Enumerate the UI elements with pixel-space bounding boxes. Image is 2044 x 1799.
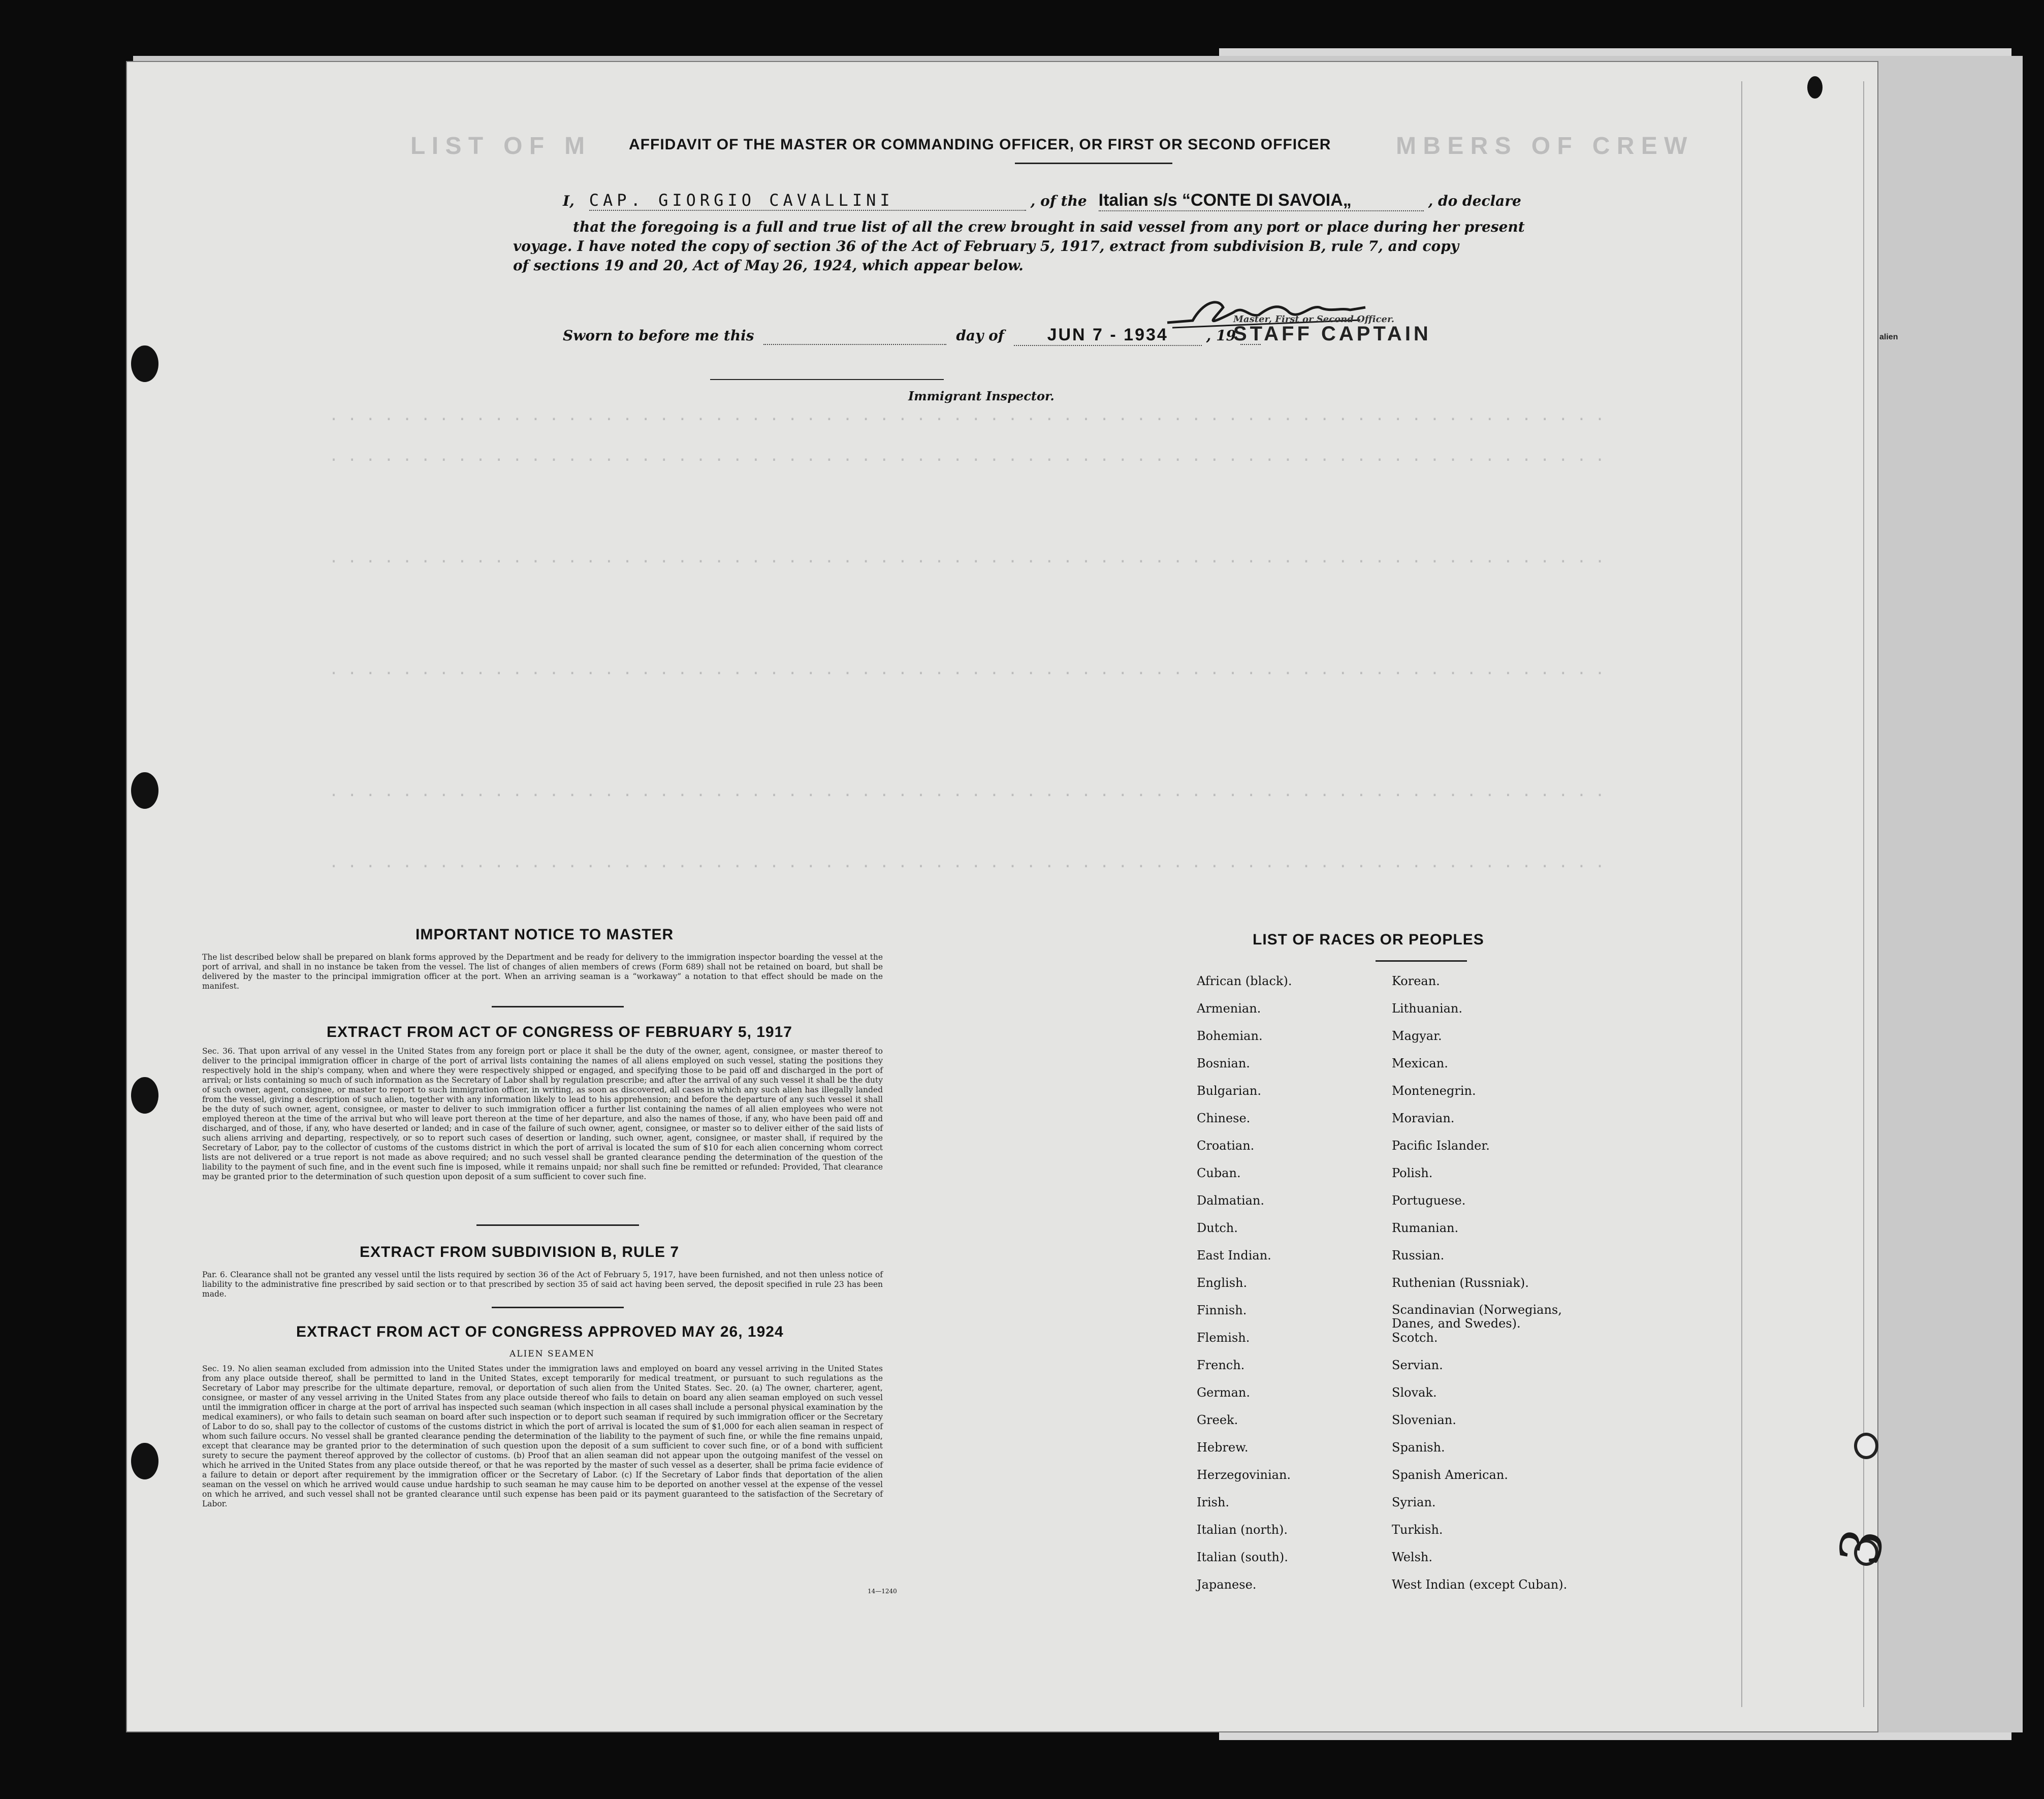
race-item: East Indian.: [1197, 1248, 1271, 1263]
extract-1917-body: Sec. 36. That upon arrival of any vessel in the United States from any foreign port or place it shall be the duty of the owner, agent, consignee, or master thereof to deliver to the principal immigration officer in charge of the port of arrival lists containing the names of all aliens employed on such vessel, stating the positions they respectively hold in the ship's company, when and where they were respectively shipped or engaged, and specifying those to be paid off and discharged in the port of arrival; or lists containing so much of such information as the Secretary of Labor shall by regulation prescribe; and after the arrival of any such vessel it shall be the duty of such owner, agent, consignee, or master to report to such immigration officer, in writing, as soon as discovered, all cases in which any such alien has illegally landed from the vessel, giving a description of such alien, together with any information likely to lead to his apprehension; and before the departure of any such vessel it shall be the duty of such owner, agent, consignee, or master to deliver to such immigration officer a further list containing the names of all alien employees who were not employed thereon at the time of the arrival but who will leave port thereon at the time of her departure, and also the names of those, if any, who have been paid off and discharged, and of those, if any, who have deserted or landed; and in case of the failure of such owner, agent, consignee, or master so to deliver either of the said lists of such aliens arriving and departing, respectively, or so to report such cases of desertion or landing, such owner, agent, consignee, or master shall, if required by the Secretary of Labor, pay to the collector of customs of the customs district in which the port of arrival is located the sum of $10 for each alien concerning whom correct lists are not delivered or a true report is not made as above required; and no such vessel shall be granted clearance pending the determination of the question of the liability to the payment of such fine, and in the event such fine is imposed, while it remains unpaid; nor shall such fine be remitted or refunded: Provided, That clearance may be granted prior to the determination of such question upon deposit of a sum sufficient to cover such fine.: [202, 1047, 883, 1181]
officer-name-field: [589, 191, 1026, 211]
race-item: Irish.: [1197, 1495, 1230, 1509]
race-item: Italian (south).: [1197, 1550, 1288, 1564]
sworn-day-field: [763, 327, 946, 345]
inspector-label: Immigrant Inspector.: [908, 389, 1055, 403]
day-of-label: day of: [956, 327, 1004, 344]
race-item: Syrian.: [1392, 1495, 1436, 1509]
race-item: Bulgarian.: [1197, 1084, 1261, 1098]
race-item: Flemish.: [1197, 1331, 1250, 1345]
race-item: English.: [1197, 1276, 1248, 1290]
affidavit-line-2: that the foregoing is a full and true list of all the crew brought in said vessel from any port or place during her present: [573, 218, 1525, 235]
sworn-label: Sworn to before me this: [563, 327, 754, 344]
vessel-name: Italian s/s “CONTE DI SAVOIA„: [1098, 191, 1352, 210]
alien-seamen-subtitle: ALIEN SEAMEN: [509, 1349, 595, 1359]
binder-ring: [1854, 1433, 1878, 1459]
divider: [492, 1307, 624, 1308]
form-number: 14—1240: [868, 1588, 897, 1595]
year-label: , 19: [1206, 327, 1236, 344]
sworn-line: [563, 325, 1261, 346]
race-item: Portuguese.: [1392, 1193, 1466, 1208]
race-item: Slovenian.: [1392, 1413, 1456, 1427]
race-item: Japanese.: [1197, 1577, 1257, 1592]
extract-1924-title: EXTRACT FROM ACT OF CONGRESS APPROVED MAY 26, 1924: [296, 1323, 784, 1340]
race-item: Finnish.: [1197, 1303, 1247, 1317]
document-page: L I S T O F M M B E R S O F C R E W . . . . . . . . . . . . . . . . . . . . . . . . . . . . . . . . . . . . . . . . . . . . . . . . . . . . . . . . . . . . . . . . . . . . . . . . . . . . . . . . . . . . . . . . . . . . . . . . . . . . . . . . . . . . . . . . . . . . . . . . . . . . . . . . . . . . . . . . . . . . . . . . . . . . . . . . . . . . . . . . . . . . . . . . . . . . . . . . . . . . . . . . . . . . . . . . . . . . . . . . . . . . . . . . . . . . . . . . . . . . . . . . . . . . . . . . . . . . . . . . . . . . . . . . . . . . . . . . . . . . . . . . . . . . . . . . . . . . . . . . . . . . . . . . . . . . . . . . . . . . . . . . . . . . . . . . . . . . . . . . . . . . . . . . . . . . . . . . . . . . . . . . . . . . . . . . . . . . . . . . . . . . . . . . . . . . . . . . . . . . . . . . . . . . . . . . . . . . . . . . . . . . . . . . . . . . . . . . . . . . AFFIDAVIT OF THE MASTER OR COMMANDING OFFICER, OR FIRST OR SECOND OFFICER I, CAP. GIORGIO CAVALLINI , of the Italian s/s “CONTE DI SAVOIA„ , do declare that the foregoing is a full and true list of all the crew brought in said vessel from any port or place during her present voyage. I have noted the copy of section 36 of the Act of February 5, 1917, extract from subdivision B, rule 7, and copy of sections 19 and 20, Act of May 26, 1924, which appear below. Sworn to before me this day of JUN 7 - 1934 , 19 Master, First or Second Officer. STAFF CAPTAIN Immigrant Inspector. IMPORTANT NOTICE TO MASTER The list described below shall be prepared on blank forms approved by the Department and be ready for delivery to the immigration inspector boarding the vessel at the port of arrival, and shall in no instance be taken from the vessel. The list of changes of alien members of crews (Form 689) shall not be retained on board, but shall be delivered by the master to the principal immigration officer at the port. When an arriving seaman is a “workaway” a notation to that effect should be made on the manifest. EXTRACT FROM ACT OF CONGRESS OF FEBRUARY 5, 1917 Sec. 36. That upon arrival of any vessel in the United States from any foreign port or place it shall be the duty of the owner, agent, consignee, or master thereof to deliver to the principal immigration officer in charge of the port of arrival lists containing the names of all aliens employed on such vessel, stating the positions they respectively hold in the ship's company, when and where they were respectively shipped or engaged, and specifying those to be paid off and discharged in the port of arrival; or lists containing so much of such information as the Secretary of Labor shall by regulation prescribe; and after the arrival of any such vessel it shall be the duty of such owner, agent, consignee, or master to report to such immigration officer, in writing, as soon as discovered, all cases in which any such alien has illegally landed from the vessel, giving a description of such alien, together with any information likely to lead to his apprehension; and before the departure of any such vessel it shall be the duty of such owner, agent, consignee, or master to deliver to such immigration officer a further list containing the names of all alien employees who were not employed thereon at the time of the arrival but who will leave port thereon at the time of her departure, and also the names of those, if any, who have been paid off and discharged, and of those, if any, who have deserted or landed; and in case of the failure of such owner, agent, consignee, or master so to deliver either of the said lists of such aliens arriving and departing, respectively, or so to report such cases of desertion or landing, such owner, agent, consignee, or master shall, if required by the Secretary of Labor, pay to the collector of customs of the customs district in which the port of arrival is located the sum of $10 for each alien concerning whom correct lists are not delivered or a true report is not made as above required; and no such vessel shall be granted clearance pending the determination of the question of the liability to the payment of such fine, and in the event such fine is imposed, while it remains unpaid; nor shall such fine be remitted or refunded: Provided, That clearance may be granted prior to the determination of such question upon deposit of a sum sufficient to cover such fine. EXTRACT FROM SUBDIVISION B, RULE 7 Par. 6. Clearance shall not be granted any vessel until the lists required by section 36 of the Act of February 5, 1917, have been furnished, and not then unless notice of liability to the administrative fine prescribed by said section or to that prescribed by section 35 of said act having been served, the deposit specified in rule 23 has been made. EXTRACT FROM ACT OF CONGRESS APPROVED MAY 26, 1924 ALIEN SEAMEN Sec. 19. No alien seaman excluded from admission into the United States under the immigration laws and employed on board any vessel arriving in the United States from any place outside thereof, shall be permitted to land in the United States, except temporarily for medical treatment, or pursuant to such regulations as the Secretary of Labor may prescribe for the ultimate departure, removal, or deportation of such alien from the United States. Sec. 20. (a) The owner, charterer, agent, consignee, or master of any vessel arriving in the United States from any place outside thereof who fails to detain on board any alien seaman employed on such vessel until the immigration officer in charge at the port of arrival has inspected such seaman (which inspection in all cases shall include a personal physical examination by the medical examiners), or who fails to detain such seaman on board after such inspection or to deport such seaman if required by such immigration officer or the Secretary of Labor to do so, shall pay to the collector of customs of the customs district in which the port of arrival is located the sum of $1,000 for each alien seaman in respect of whom such failure occurs. No vessel shall be granted clearance pending the determination of the liability to the payment of such fine, or while the fine remains unpaid, except that clearance may be granted prior to the determination of such question upon the deposit of a sum sufficient to cover such fine, or of a bond with sufficient surety to secure the payment thereof approved by the collector of customs. (b) Proof that an alien seaman did not appear upon the outgoing manifest of the vessel on which he arrived in the United States from any place outside thereof, or that he was reported by the master of such vessel as a deserter, shall be prima facie evidence of a failure to detain or deport after requirement by the immigration officer or the Secretary of Labor. (c) If the Secretary of Labor finds that deportation of the alien seaman on the vessel on which he arrived would cause undue hardship to such seaman he may cause him to be deported on another vessel at the expense of the vessel on which he arrived, and such vessel shall not be granted clearance until such expense has been paid or its payment guaranteed to the satisfaction of the Secretary of Labor. 14—1240 LIST OF RACES OR PEOPLES African (black). Armenian. Bohemian. Bosnian. Bulgarian. Chinese. Croatian. Cuban. Dalmatian. Dutch. East Indian. English. Finnish. Flemish. French. German. Greek. Hebrew. Herzegovinian. Irish. Italian (north). Italian (south). Japanese. Korean. Lithuanian. Magyar. Mexican. Montenegrin. Moravian. Pacific Islander. Polish. Portuguese. Rumanian. Russian. Ruthenian (Russniak). Scandinavian (Norwegians, Danes, and Swedes). Scotch. Servian. Slovak. Slovenian. Spanish. Spanish American. Syrian. Turkish. Welsh. West Indian (except Cuban).: [126, 61, 1878, 1732]
race-item: Dalmatian.: [1197, 1193, 1265, 1208]
race-item: Welsh.: [1392, 1550, 1432, 1564]
divider: [1376, 960, 1467, 962]
officer-name: CAP. GIORGIO CAVALLINI: [589, 191, 894, 210]
punch-hole: [131, 772, 158, 809]
form-grid-line: [1863, 81, 1864, 1707]
extract-rule7-body: Par. 6. Clearance shall not be granted any vessel until the lists required by section 36 of the Act of February 5, 1917, have been furnished, and not then unless notice of liability to the administrative fine prescribed by said section or to that prescribed by section 35 of said act having been served, the deposit specified in rule 23 has been made.: [202, 1270, 883, 1299]
declare-label: , do declare: [1428, 193, 1521, 209]
race-item: Scotch.: [1392, 1331, 1438, 1345]
race-item: Dutch.: [1197, 1221, 1238, 1235]
race-item: Chinese.: [1197, 1111, 1251, 1125]
race-item: Italian (north).: [1197, 1523, 1288, 1537]
i-label: I,: [563, 193, 574, 209]
race-item: Armenian.: [1197, 1001, 1261, 1016]
punch-hole: [131, 345, 158, 382]
race-item: Rumanian.: [1392, 1221, 1459, 1235]
race-item: Croatian.: [1197, 1139, 1255, 1153]
punch-hole: [131, 1443, 158, 1479]
race-item: Greek.: [1197, 1413, 1238, 1427]
race-item: Hebrew.: [1197, 1440, 1249, 1455]
race-item: Turkish.: [1392, 1523, 1443, 1537]
race-item: Cuban.: [1197, 1166, 1241, 1180]
race-item: Scandinavian (Norwegians, Danes, and Swedes).: [1392, 1303, 1562, 1331]
extract-1917-title: EXTRACT FROM ACT OF CONGRESS OF FEBRUARY 5, 1917: [327, 1024, 792, 1040]
punch-hole: [1807, 76, 1823, 99]
notice-body: The list described below shall be prepared on blank forms approved by the Department and be ready for delivery to the immigration inspector boarding the vessel at the port of arrival, and shall in no instance be taken from the vessel. The list of changes of alien members of crews (Form 689) shall not be retained on board, but shall be delivered by the master to the principal immigration officer at the port. When an arriving seaman is a “workaway” a notation to that effect should be made on the manifest.: [202, 953, 883, 991]
of-the-label: , of the: [1030, 193, 1087, 209]
race-item: Bosnian.: [1197, 1056, 1250, 1070]
vessel-name-field: [1099, 191, 1424, 211]
form-grid-line: [1741, 81, 1742, 1707]
race-item: Montenegrin.: [1392, 1084, 1476, 1098]
race-item: Bohemian.: [1197, 1029, 1263, 1043]
race-item: Spanish.: [1392, 1440, 1445, 1455]
race-item: Servian.: [1392, 1358, 1443, 1372]
divider: [1015, 163, 1172, 164]
race-item: Magyar.: [1392, 1029, 1442, 1043]
race-item: Mexican.: [1392, 1056, 1448, 1070]
race-item: African (black).: [1197, 974, 1292, 988]
race-item: German.: [1197, 1385, 1250, 1400]
affidavit-title: AFFIDAVIT OF THE MASTER OR COMMANDING OFFICER, OR FIRST OR SECOND OFFICER: [629, 136, 1331, 153]
race-item: Polish.: [1392, 1166, 1433, 1180]
inspector-signature-line: [710, 379, 944, 380]
race-item: Ruthenian (Russniak).: [1392, 1276, 1529, 1290]
race-item: Russian.: [1392, 1248, 1445, 1263]
extract-1924-body: Sec. 19. No alien seaman excluded from admission into the United States under the immigration laws and employed on board any vessel arriving in the United States from any place outside thereof, shall be permitted to land in the United States, except temporarily for medical treatment, or pursuant to such regulations as the Secretary of Labor may prescribe for the ultimate departure, removal, or deportation of such alien from the United States. Sec. 20. (a) The owner, charterer, agent, consignee, or master of any vessel arriving in the United States from any place outside thereof who fails to detain on board any alien seaman employed on such vessel until the immigration officer in charge at the port of arrival has inspected such seaman (which inspection in all cases shall include a personal physical examination by the medical examiners), or who fails to detain such seaman on board after such inspection or to deport such seaman if required by such immigration officer or the Secretary of Labor to do so, shall pay to the collector of customs of the customs district in which the port of arrival is located the sum of $1,000 for each alien seaman in respect of whom such failure occurs. No vessel shall be granted clearance pending the determination of the liability to the payment of such fine, or while the fine remains unpaid, except that clearance may be granted prior to the determination of such question upon the deposit of a sum sufficient to cover such fine, or of a bond with sufficient surety to secure the payment thereof approved by the collector of customs. (b) Proof that an alien seaman did not appear upon the outgoing manifest of the vessel on which he arrived in the United States from any place outside thereof, or that he was reported by the master of such vessel as a deserter, shall be prima facie evidence of a failure to detain or deport after requirement by the immigration officer or the Secretary of Labor. (c) If the Secretary of Labor finds that deportation of the alien seaman on the vessel on which he arrived would cause undue hardship to such seaman he may cause him to be deported on another vessel at the expense of the vessel on which he arrived, and such vessel shall not be granted clearance until such expense has been paid or its payment guaranteed to the satisfaction of the Secretary of Labor.: [202, 1364, 883, 1508]
race-item: Pacific Islander.: [1392, 1139, 1490, 1153]
divider: [476, 1224, 639, 1226]
date-stamp: JUN 7 - 1934: [1047, 325, 1168, 344]
race-item: West Indian (except Cuban).: [1392, 1577, 1568, 1592]
signature-caption: Master, First or Second Officer.: [1233, 314, 1395, 325]
races-title: LIST OF RACES OR PEOPLES: [1253, 931, 1484, 948]
extract-rule7-title: EXTRACT FROM SUBDIVISION B, RULE 7: [360, 1244, 680, 1260]
alien-tab-label: alien: [1879, 333, 1898, 341]
race-item: Lithuanian.: [1392, 1001, 1463, 1016]
notice-title: IMPORTANT NOTICE TO MASTER: [416, 926, 674, 943]
affidavit-line-4: of sections 19 and 20, Act of May 26, 1924, which appear below.: [513, 257, 1024, 274]
handwritten-page-number: 3: [1826, 1523, 1897, 1570]
affidavit-line-3: voyage. I have noted the copy of section 36 of the Act of February 5, 1917, extract from subdivision B, rule 7, and copy: [513, 238, 1459, 255]
race-item: Herzegovinian.: [1197, 1468, 1291, 1482]
affidavit-line-1: [563, 191, 1521, 211]
race-item: Moravian.: [1392, 1111, 1455, 1125]
race-item: Korean.: [1392, 974, 1440, 988]
punch-hole: [131, 1077, 158, 1114]
staff-captain-stamp: STAFF CAPTAIN: [1233, 323, 1431, 345]
divider: [492, 1006, 624, 1007]
race-item: Spanish American.: [1392, 1468, 1508, 1482]
race-item: French.: [1197, 1358, 1245, 1372]
race-item: Slovak.: [1392, 1385, 1437, 1400]
